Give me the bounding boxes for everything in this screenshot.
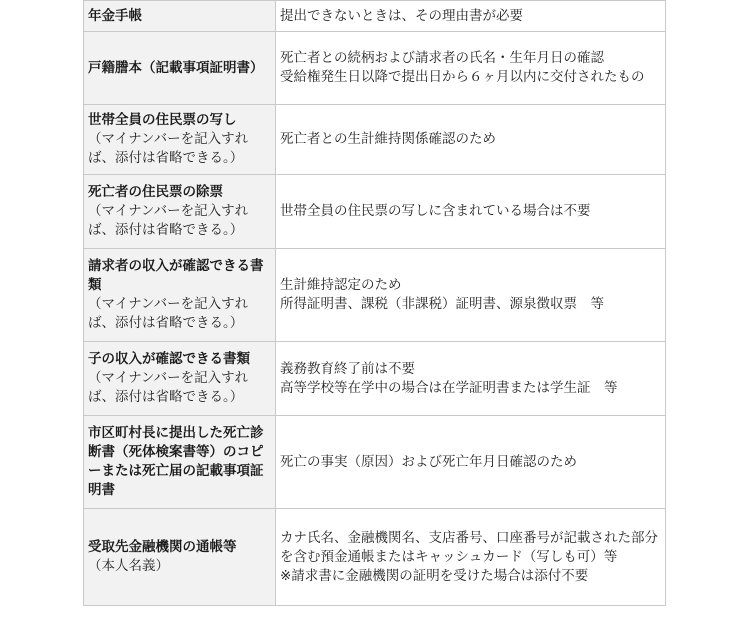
document-name: 死亡者の住民票の除票 bbox=[88, 184, 223, 200]
document-name-cell bbox=[84, 175, 276, 249]
document-name-cell bbox=[84, 249, 276, 342]
document-name: 請求者の収入が確認できる書類 bbox=[88, 258, 264, 293]
document-note-cell bbox=[276, 416, 666, 509]
document-note-cell bbox=[276, 342, 666, 416]
note-line: ※請求書に金融機関の証明を受けた場合は添付不要 bbox=[280, 567, 589, 584]
document-subnote: （本人名義） bbox=[88, 558, 169, 574]
document-name: 戸籍謄本（記載事項証明書） bbox=[88, 59, 264, 76]
document-name-cell bbox=[84, 342, 276, 416]
table-row bbox=[84, 105, 666, 175]
document-name: 世帯全員の住民票の写し bbox=[88, 112, 237, 128]
note-line: 高等学校等在学中の場合は在学証明書または学生証 等 bbox=[280, 379, 618, 396]
document-name-cell bbox=[84, 416, 276, 509]
document-subnote: （マイナンバーを記入すれば、添付は省略できる。） bbox=[88, 296, 249, 331]
document-name-cell bbox=[84, 1, 276, 32]
note-line: 義務教育終了前は不要 bbox=[280, 360, 415, 377]
table-row bbox=[84, 175, 666, 249]
note-line: 生計維持認定のため bbox=[280, 277, 402, 293]
note-line: 死亡の事実（原因）および死亡年月日確認のため bbox=[280, 453, 577, 470]
document-note-cell bbox=[276, 105, 666, 175]
table-row bbox=[84, 509, 666, 606]
table-row bbox=[84, 249, 666, 342]
note-line: 所得証明書、課税（非課税）証明書、源泉徴収票 等 bbox=[280, 296, 604, 312]
document-name-cell bbox=[84, 105, 276, 175]
document-note-cell bbox=[276, 32, 666, 105]
required-documents-table bbox=[83, 0, 666, 606]
note-line: 世帯全員の住民票の写しに含まれている場合は不要 bbox=[280, 203, 591, 219]
document-subnote: （マイナンバーを記入すれば、添付は省略できる。） bbox=[88, 370, 249, 405]
document-note-cell bbox=[276, 249, 666, 342]
document-subnote: （マイナンバーを記入すれば、添付は省略できる。） bbox=[88, 131, 249, 166]
table-row bbox=[84, 32, 666, 105]
document-name: 子の収入が確認できる書類 bbox=[88, 351, 250, 367]
table-row bbox=[84, 416, 666, 509]
note-line: カナ氏名、金融機関名、支店番号、口座番号が記載された部分を含む預金通帳またはキャッシュカード（写しも可）等 bbox=[280, 529, 658, 565]
document-subnote: （マイナンバーを記入すれば、添付は省略できる。） bbox=[88, 203, 249, 238]
table-row bbox=[84, 342, 666, 416]
document-name: 年金手帳 bbox=[88, 7, 142, 24]
document-note-cell bbox=[276, 1, 666, 32]
document-name-cell bbox=[84, 509, 276, 606]
note-line: 提出できないときは、その理由書が必要 bbox=[280, 7, 523, 24]
note-line: 死亡者との生計維持関係確認のため bbox=[280, 131, 496, 147]
document-name-cell bbox=[84, 32, 276, 105]
note-line: 受給権発生日以降で提出日から６ヶ月以内に交付されたもの bbox=[280, 69, 645, 85]
table-row bbox=[84, 1, 666, 32]
document-name: 受取先金融機関の通帳等 bbox=[88, 539, 237, 555]
document-name: 市区町村長に提出した死亡診断書（死体検案書等）のコピーまたは死亡届の記載事項証明書 bbox=[88, 425, 264, 498]
table-body bbox=[84, 1, 666, 606]
document-note-cell bbox=[276, 175, 666, 249]
document-note-cell bbox=[276, 509, 666, 606]
note-line: 死亡者との続柄および請求者の氏名・生年月日の確認 bbox=[280, 50, 604, 66]
